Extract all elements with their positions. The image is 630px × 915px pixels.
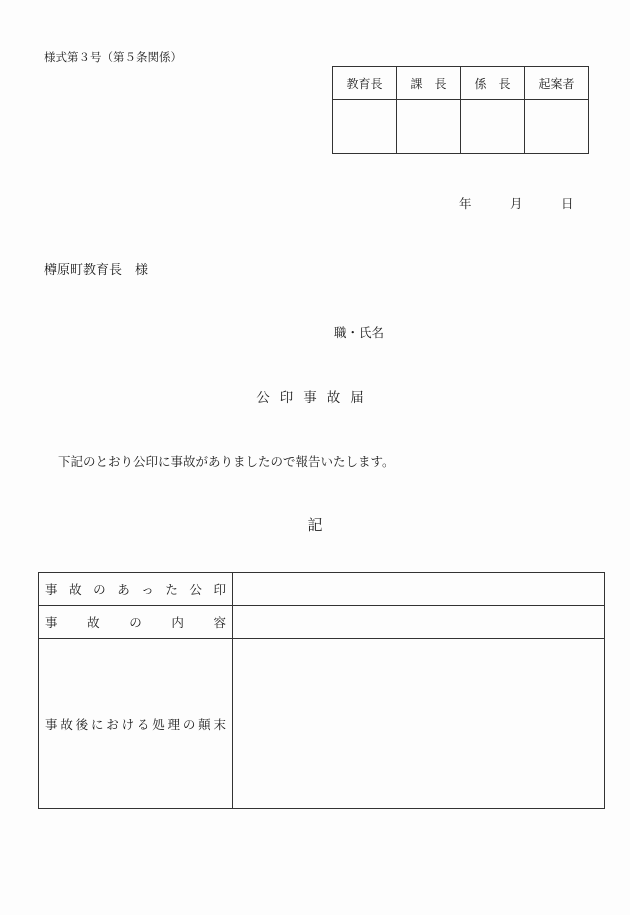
incident-details-table: [38, 572, 605, 809]
document-title: 公印事故届: [256, 390, 374, 406]
label-handling-after-incident: [39, 639, 233, 809]
approval-stamp-cell: [397, 100, 461, 154]
date-year: 年: [459, 196, 472, 211]
ki-heading: 記: [307, 516, 323, 534]
body-text: 下記のとおり公印に事故がありましたので報告いたします。: [58, 454, 395, 469]
addressee: 樽原町教育長 様: [44, 263, 149, 278]
label-text-affected-seal: 事 故 の あ っ た 公 印: [45, 582, 226, 597]
label-text-handling-after-incident: 事 故 後 に お け る 処 理 の 顛 末: [45, 716, 226, 732]
approval-header-superintendent: 教育長: [333, 67, 397, 100]
date-month: 月: [510, 196, 523, 211]
label-text-incident-details: 事 故 の 内 容: [45, 615, 226, 630]
approval-header-subsection-chief: 係 長: [461, 67, 525, 100]
date-day: 日: [561, 196, 574, 211]
label-affected-seal: [39, 573, 233, 606]
value-affected-seal: [233, 573, 605, 606]
approval-header-section-chief: 課 長: [397, 67, 461, 100]
approval-stamp-cell: [333, 100, 397, 154]
approval-header-drafter: 起案者: [525, 67, 589, 100]
approval-stamp-cell: [461, 100, 525, 154]
label-incident-details: [39, 606, 233, 639]
approval-stamp-table: [332, 66, 589, 154]
approval-stamp-cell: [525, 100, 589, 154]
applicant-name-label: 職・氏名: [334, 325, 385, 340]
form-number: 様式第３号（第５条関係）: [44, 50, 182, 64]
value-handling-after-incident: [233, 639, 605, 809]
value-incident-details: [233, 606, 605, 639]
